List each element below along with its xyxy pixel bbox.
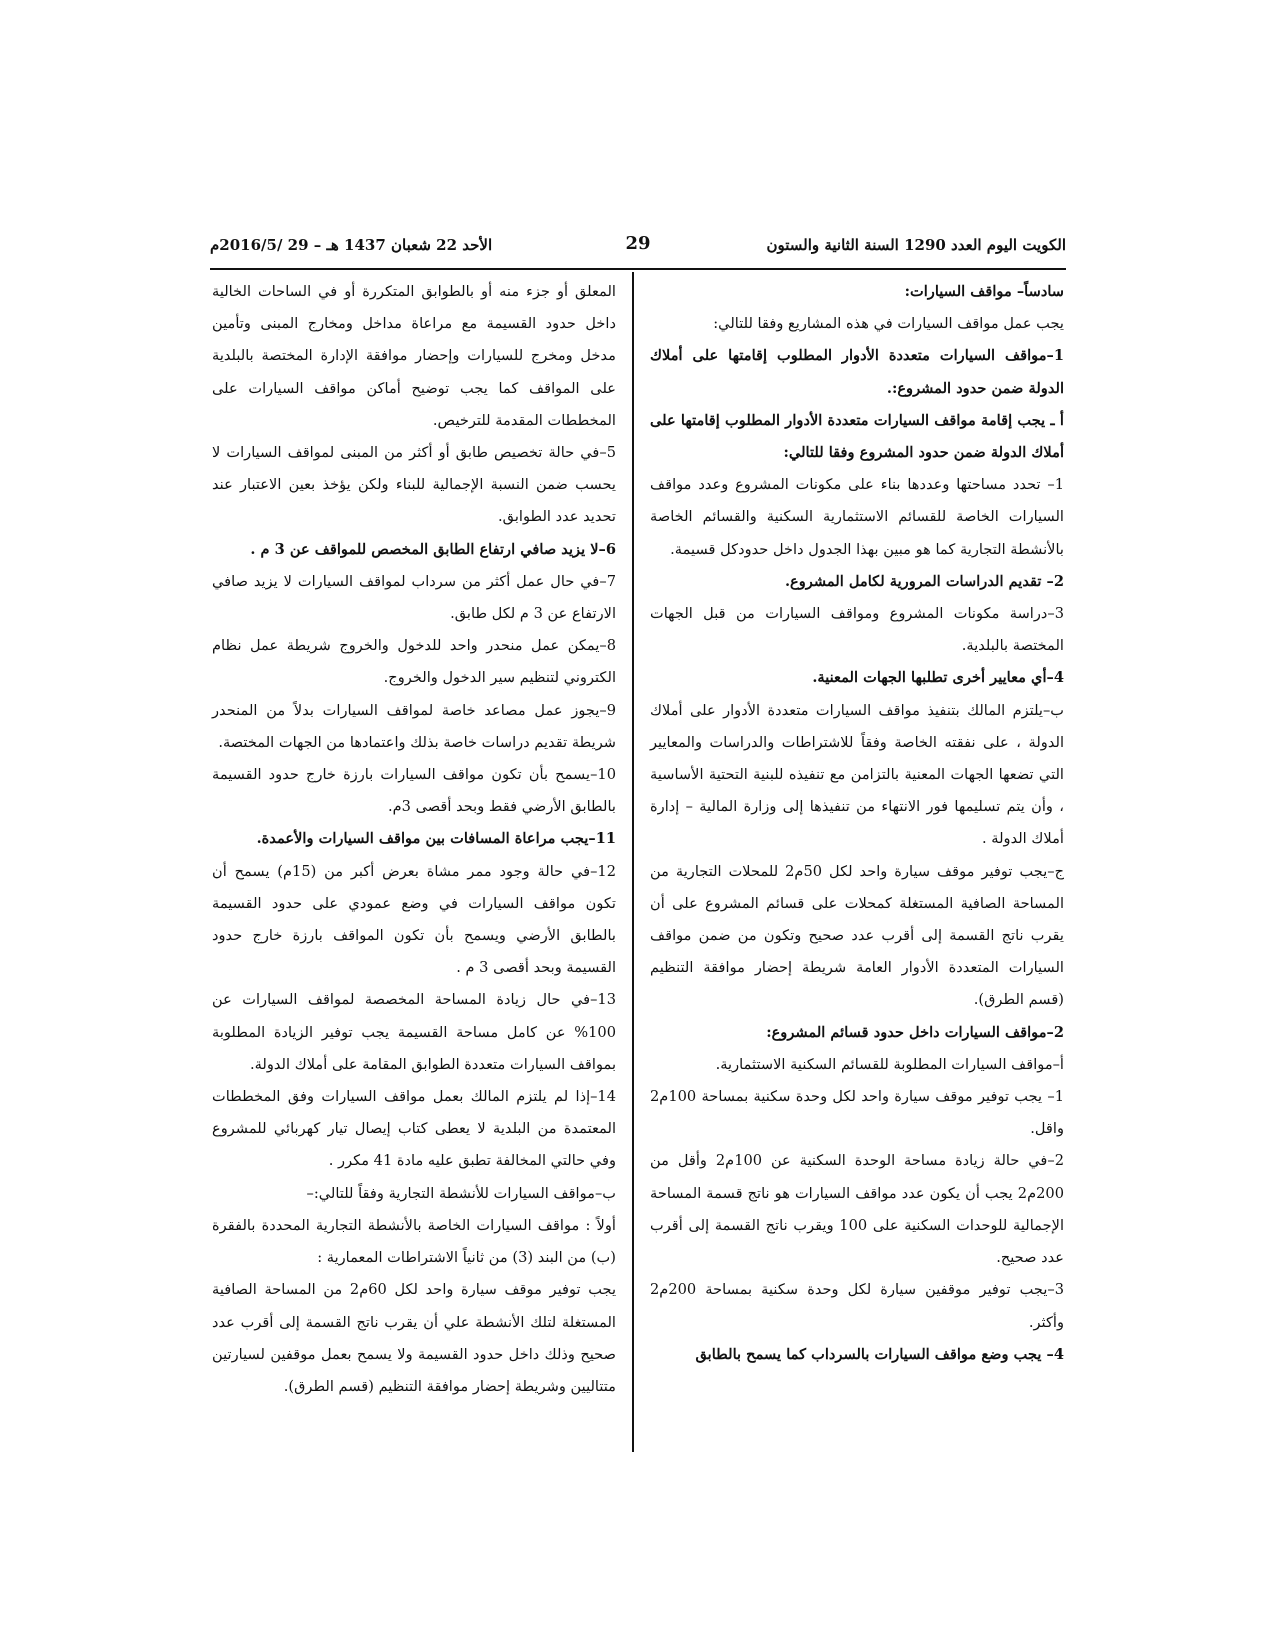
- paragraph: 2– تقديم الدراسات المرورية لكامل المشروع.: [784, 572, 1064, 590]
- paragraph: 1– تحدد مساحتها وعددها بناء على مكونات المشروع وعدد مواقف السيارات الخاصة للقسائم الاستثمارية السكنية والقسائم الخاصة بالأنشطة التجارية كما هو مبين بهذا الجدول داخل حدودكل قسيمة.: [650, 476, 1064, 558]
- paragraph: يجب توفير موقف سيارة واحد لكل 60م2 من المساحة الصافية المستغلة لتلك الأنشطة علي أن يقرب ناتج القسمة إلى أقرب عدد صحيح وذلك داخل حدود القسيمة ولا يسمح بعمل موقفين لسيارتين متتاليين وشريطة إحضار موافقة التنظيم (قسم الطرق).: [212, 1281, 617, 1395]
- paragraph: 1–مواقف السيارات متعددة الأدوار المطلوب إقامتها على أملاك الدولة ضمن حدود المشروع:.: [650, 347, 1064, 397]
- header-publication-info: الكويت اليوم العدد 1290 السنة الثانية والستون: [766, 236, 1066, 254]
- paragraph: ج–يجب توفير موقف سيارة واحد لكل 50م2 للمحلات التجارية من المساحة الصافية المستغلة كمحلات على قسائم المشروع على أن يقرب ناتج القسمة إلى أقرب عدد صحيح وتكون من ضمن مواقف السيارات المتعددة الأدوار العامة شريطة إحضار موافقة التنظيم (قسم الطرق).: [650, 862, 1064, 1009]
- right-column: [650, 276, 1064, 1371]
- paragraph: أ ـ يجب إقامة مواقف السيارات متعددة الأدوار المطلوب إقامتها على أملاك الدولة ضمن حدود المشروع وفقا للتالي:: [650, 411, 1064, 462]
- paragraph: 4– يجب وضع مواقف السيارات بالسرداب كما يسمح بالطابق: [695, 1345, 1064, 1363]
- paragraph: سادساً– مواقف السيارات:: [904, 283, 1064, 300]
- column-divider: [632, 272, 634, 1452]
- paragraph: أ–مواقف السيارات المطلوبة للقسائم السكنية الاستثمارية.: [715, 1055, 1064, 1073]
- header-page-number: 29: [625, 233, 651, 254]
- paragraph: 4–أي معايير أخرى تطلبها الجهات المعنية.: [812, 669, 1064, 687]
- page-header: [210, 233, 1066, 266]
- paragraph: ب–مواقف السيارات للأنشطة التجارية وفقاً للتالي:–: [306, 1184, 616, 1202]
- paragraph: 7–في حال عمل أكثر من سرداب لمواقف السيارات لا يزيد صافي الارتفاع عن 3 م لكل طابق.: [212, 572, 616, 623]
- paragraph: 5–في حالة تخصيص طابق أو أكثر من المبنى لمواقف السيارات لا يحسب ضمن النسبة الإجمالية للبناء ولكن يؤخذ بعين الاعتبار عند تحديد عدد الطوابق.: [212, 444, 616, 526]
- paragraph: 3–دراسة مكونات المشروع ومواقف السيارات من قبل الجهات المختصة بالبلدية.: [650, 605, 1064, 655]
- left-column: [212, 276, 616, 1403]
- paragraph: 6–لا يزيد صافي ارتفاع الطابق المخصص للمواقف عن 3 م .: [250, 540, 616, 558]
- paragraph: 12–في حالة وجود ممر مشاة بعرض أكبر من (15م) يسمح أن تكون مواقف السيارات في وضع عمودي على حدود القسيمة بالطابق الأرضي ويسمح بأن تكون المواقف بارزة خارج حدود القسيمة وبحد أقصى 3 م .: [212, 862, 616, 977]
- paragraph: 1– يجب توفير موقف سيارة واحد لكل وحدة سكنية بمساحة 100م2 واقل.: [650, 1088, 1064, 1138]
- paragraph: يجب عمل مواقف السيارات في هذه المشاريع وفقا للتالي:: [713, 315, 1064, 333]
- paragraph: ب–يلتزم المالك بتنفيذ مواقف السيارات متعددة الأدوار على أملاك الدولة ، على نفقته الخاصة وفقاً للاشتراطات والدراسات والمعايير التي تضعها الجهات المعنية بالتزامن مع تنفيذه للبنية التحتية الأساسية ، وأن يتم تسليمها فور الانتهاء من تنفيذها إلى وزارة المالية – إدارة أملاك الدولة .: [650, 701, 1064, 848]
- paragraph: 8–يمكن عمل منحدر واحد للدخول والخروج شريطة عمل نظام الكتروني لتنظيم سير الدخول والخروج.: [212, 637, 616, 687]
- paragraph: 10–يسمح بأن تكون مواقف السيارات بارزة خارج حدود القسيمة بالطابق الأرضي فقط وبحد أقصى 3م.: [212, 766, 616, 816]
- paragraph: 11–يجب مراعاة المسافات بين مواقف السيارات والأعمدة.: [256, 830, 616, 848]
- paragraph: 3–يجب توفير موقفين سيارة لكل وحدة سكنية بمساحة 200م2 وأكثر.: [650, 1281, 1064, 1331]
- paragraph: أولاً : مواقف السيارات الخاصة بالأنشطة التجارية المحددة بالفقرة (ب) من البند (3) من ثانياً الاشتراطات المعمارية :: [212, 1216, 616, 1267]
- paragraph: 13–في حال زيادة المساحة المخصصة لمواقف السيارات عن 100% عن كامل مساحة القسيمة يجب توفير الزيادة المطلوبة بمواقف السيارات متعددة الطوابق المقامة على أملاك الدولة.: [212, 991, 616, 1073]
- paragraph: 9–يجوز عمل مصاعد خاصة لمواقف السيارات بدلاً من المنحدر شريطة تقديم دراسات خاصة بذلك واعتمادها من الجهات المختصة.: [212, 701, 616, 751]
- header-divider: [210, 268, 1066, 270]
- header-date: الأحد 22 شعبان 1437 هـ – 29 /2016/5م: [210, 236, 493, 254]
- paragraph: 2–مواقف السيارات داخل حدود قسائم المشروع:: [766, 1023, 1064, 1041]
- paragraph: المعلق أو جزء منه أو بالطوابق المتكررة أو في الساحات الخالية داخل حدود القسيمة مع مراعاة مداخل ومخارج المبنى وتأمين مدخل ومخرج للسيارات وإحضار موافقة الإدارة المختصة بالبلدية على المواقف كما يجب توضيح أماكن مواقف السيارات على المخططات المقدمة للترخيص.: [212, 283, 616, 429]
- paragraph: 14–إذا لم يلتزم المالك بعمل مواقف السيارات وفق المخططات المعتمدة من البلدية لا يعطى كتاب إيصال تيار كهربائي للمشروع وفي حالتي المخالفة تطبق عليه مادة 41 مكرر .: [212, 1088, 616, 1170]
- paragraph: 2–في حالة زيادة مساحة الوحدة السكنية عن 100م2 وأقل من 200م2 يجب أن يكون عدد مواقف السيارات هو ناتج قسمة المساحة الإجمالية للوحدات السكنية على 100 ويقرب ناتج القسمة إلى أقرب عدد صحيح.: [650, 1152, 1065, 1267]
